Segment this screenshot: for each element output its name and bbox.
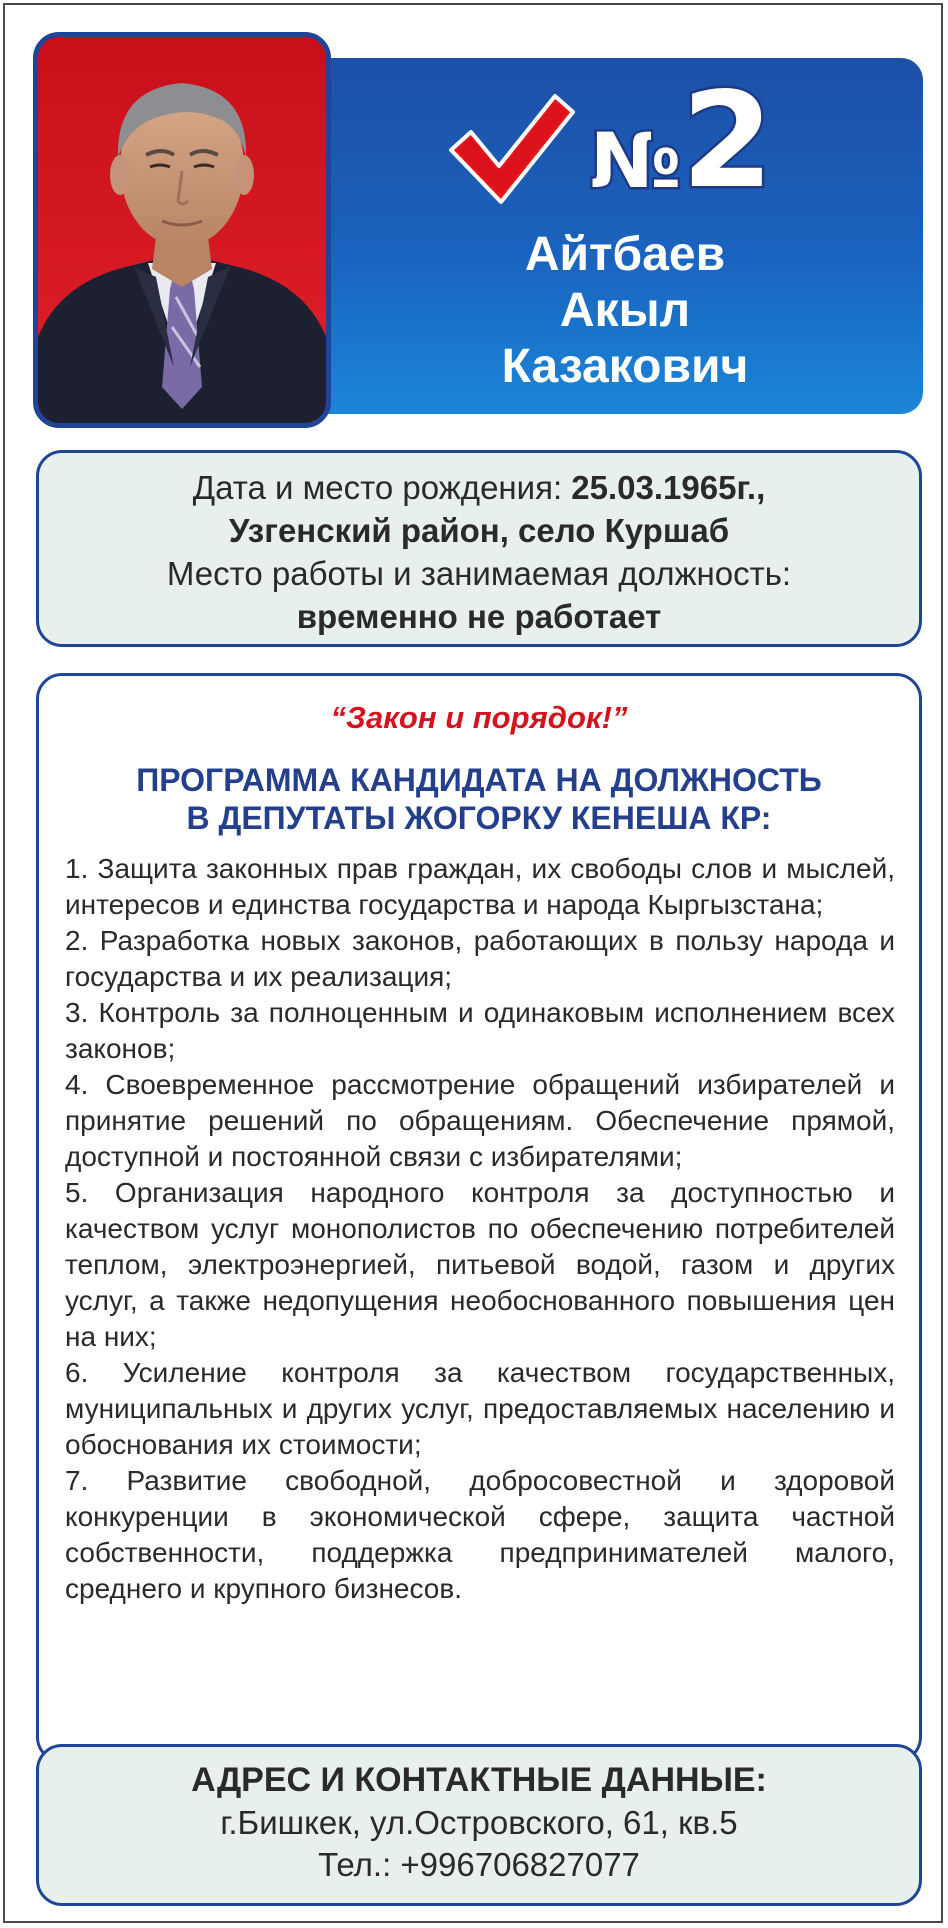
program-item: 1. Защита законных прав граждан, их свободы слов и мыслей, интересов и единства государства и народа Кыргызстана; <box>65 853 895 920</box>
program-title-line-2: В ДЕПУТАТЫ ЖОГОРКУ КЕНЕША КР: <box>186 800 772 836</box>
birth-line <box>39 466 919 509</box>
number-value: 2 <box>681 64 774 218</box>
candidate-name <box>445 227 805 395</box>
birth-label: Дата и место рождения: <box>192 469 572 506</box>
work-value: временно не работает <box>296 598 662 635</box>
patronymic: Казакович <box>501 340 749 393</box>
program-list <box>65 851 895 1607</box>
program-title-line-1: ПРОГРАММА КАНДИДАТА НА ДОЛЖНОСТЬ <box>136 762 822 798</box>
number-sign: № <box>590 116 682 205</box>
program-item: 7. Развитие свободной, добросовестной и здоровой конкуренции в экономической сфере, защита частной собственности, поддержка предпринимателей малого, среднего и крупного бизнесов. <box>65 1465 895 1604</box>
program-item: 5. Организация народного контроля за доступностью и качеством услуг монополистов по обеспечению потребителей теплом, электроэнергией, питьевой водой, газом и других услуг, а также недопущения необоснованного повышения цен на них; <box>65 1177 895 1352</box>
contacts-address: г.Бишкек, ул.Островского, 61, кв.5 <box>220 1804 738 1841</box>
contacts-box <box>36 1744 922 1906</box>
candidate-photo <box>33 32 331 428</box>
birth-date: 25.03.1965г., <box>571 469 766 506</box>
program-title <box>39 761 919 837</box>
contacts-title: АДРЕС И КОНТАКТНЫЕ ДАННЫЕ: <box>191 1761 767 1799</box>
birth-place: Узгенский район, село Куршаб <box>228 512 730 549</box>
program-item: 6. Усиление контроля за качеством государственных, муниципальных и других услуг, предоставляемых населению и обоснования их стоимости; <box>65 1357 895 1460</box>
program-item: 3. Контроль за полноценным и одинаковым исполнением всех законов; <box>65 997 895 1064</box>
candidate-number <box>590 64 774 218</box>
program-item: 2. Разработка новых законов, работающих в пользу народа и государства и их реализация; <box>65 925 895 992</box>
checkmark-icon <box>445 90 577 213</box>
leaflet-page <box>3 3 943 1923</box>
surname: Айтбаев <box>524 228 726 281</box>
slogan: “Закон и порядок!” <box>330 700 628 735</box>
program-item: 4. Своевременное рассмотрение обращений избирателей и принятие решений по обращениям. Обеспечение прямой, доступной и постоянной связи с избирателями; <box>65 1069 895 1172</box>
personal-info-box <box>36 450 922 647</box>
contacts-phone: Тел.: +996706827077 <box>318 1846 640 1883</box>
portrait-image <box>38 37 326 423</box>
work-label: Место работы и занимаемая должность: <box>166 555 792 592</box>
program-box <box>36 673 922 1763</box>
first-name: Акыл <box>559 284 691 337</box>
